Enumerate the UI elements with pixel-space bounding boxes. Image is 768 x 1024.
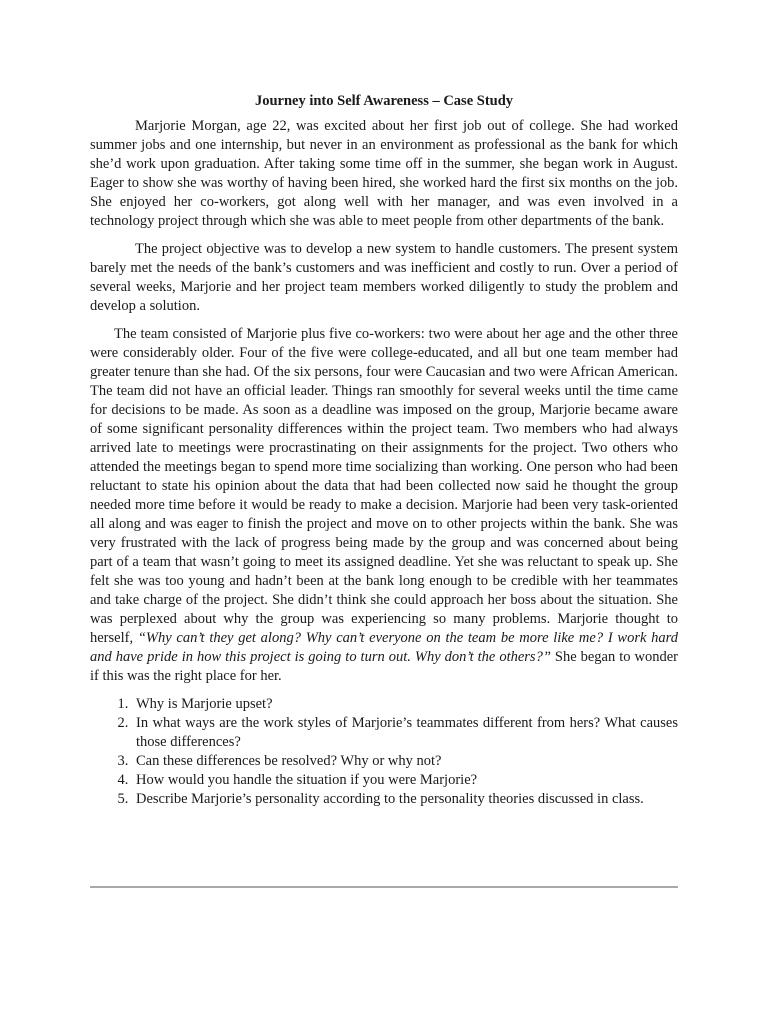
paragraph-1: Marjorie Morgan, age 22, was excited about her first job out of college. She had worked summer jobs and one internship, but never in an environment as professional as the bank for which she’d work upon graduation. After taking some time off in the summer, she began work in August. Eager to show she was worthy of having been hired, she worked hard the first six months on the job. She enjoyed her co-workers, got along well with her manager, and was even involved in a technology project through which she was able to meet people from other departments of the bank. — [90, 118, 678, 229]
document-title: Journey into Self Awareness – Case Study — [254, 93, 514, 109]
question-list — [90, 695, 678, 809]
paragraph-3 — [90, 325, 678, 686]
question-item: 4. How would you handle the situation if you were Marjorie? — [132, 771, 678, 790]
horizontal-divider — [90, 886, 678, 888]
question-item: 2. In what ways are the work styles of Marjorie’s teammates different from hers? What causes those differences? — [132, 714, 678, 752]
question-item: 3. Can these differences be resolved? Why or why not? — [132, 752, 678, 771]
paragraph-3-end: She began to wonder if this was the right place for her. — [90, 649, 678, 684]
question-item: 5. Describe Marjorie’s personality according to the personality theories discussed in class. — [132, 790, 678, 809]
document-page — [90, 92, 678, 809]
paragraph-2: The project objective was to develop a new system to handle customers. The present system barely met the needs of the bank’s customers and was inefficient and costly to run. Over a period of several weeks, Marjorie and her project team members worked diligently to study the problem and develop a solution. — [90, 241, 678, 314]
question-item: 1. Why is Marjorie upset? — [132, 695, 678, 714]
paragraph-3-quote: “Why can’t they get along? Why can’t everyone on the team be more like me? I work hard and have pride in how this project is going to turn out. Why don’t the others?” — [90, 630, 679, 665]
paragraph-3-body: The team consisted of Marjorie plus five co-workers: two were about her age and the other three were considerably older. Four of the five were college-educated, and all but one team member had greater tenure than she had. Of the six persons, four were Caucasian and two were African American. The team did not have an official leader. Things ran smoothly for several weeks until the time came for decisions to be made. As soon as a deadline was imposed on the group, Marjorie became aware of some significant personality differences within the project team. Two members who had always arrived late to meetings were procrastinating on their assignments for the project. Two others who attended the meetings began to spend more time socializing than working. One person who had been reluctant to state his opinion about the data that had been collected now said he thought the group needed more time before it would be ready to make a decision. Marjorie had been very task-oriented all along and was eager to finish the project and move on to other projects within the bank. She was very frustrated with the lack of progress being made by the group and was concerned about being part of a team that wasn’t going to meet its assigned deadline. Yet she was reluctant to speak up. She felt she was too young and hadn’t been at the bank long enough to be credible with her teammates and take charge of the project. She didn’t think she could approach her boss about the situation. She was perplexed about why the group was experiencing so many problems. Marjorie thought to herself, — [90, 326, 678, 646]
